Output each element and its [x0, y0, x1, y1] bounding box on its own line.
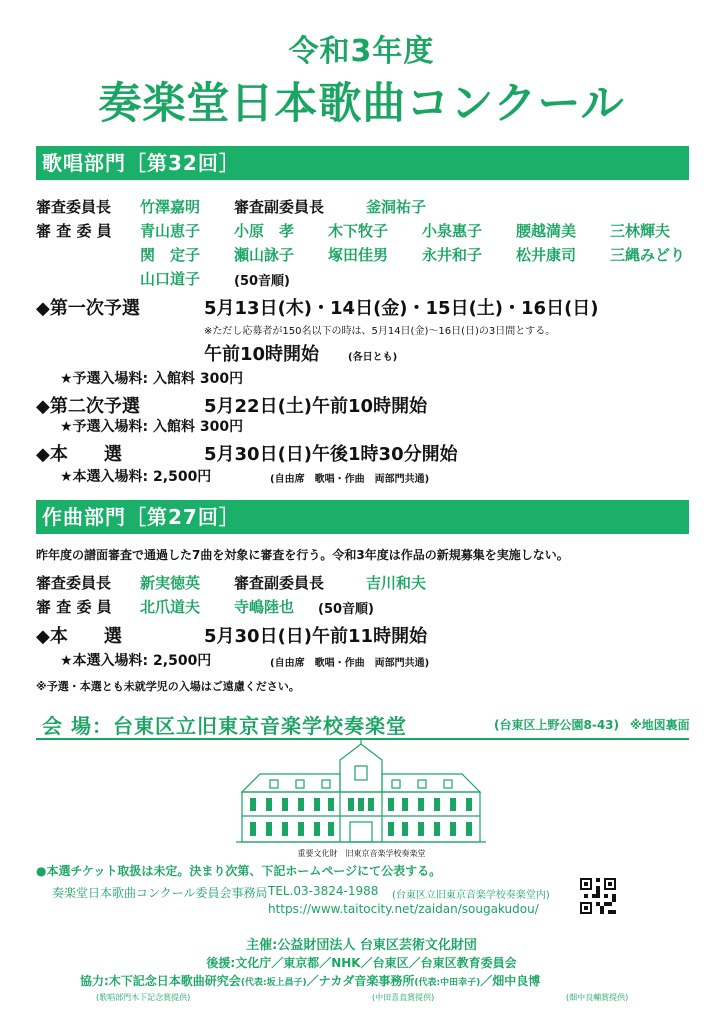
judge-name: 三縄みどり: [610, 246, 686, 264]
judge-name: 山口道子: [140, 270, 201, 288]
comp-final-fee-note: (自由席 歌唱・作曲 両部門共通): [270, 658, 430, 669]
comp-chair-name: 新実徳英: [140, 574, 201, 592]
judge-name: 瀬山詠子: [234, 246, 295, 264]
comp-chair-label: 審査委員長: [36, 574, 112, 592]
vocal-vice-label: 審査副委員長: [234, 198, 325, 216]
comp-vice-label: 審査副委員長: [234, 574, 325, 592]
judge-name: 寺嶋陸也: [234, 598, 295, 616]
sougakudou-building-illustration: [236, 738, 486, 846]
prize-c: (畑中良輔賞提供): [566, 993, 629, 1002]
judge-name: 関 定子: [140, 246, 201, 264]
host-credit: 主催:公益財団法人 台東区芸術文化財団: [246, 938, 477, 953]
venue-row: [36, 708, 689, 740]
coop-b: ／ナカダ音楽事務所: [306, 974, 415, 988]
round2-fee: ★予選入場料: 入館料 300円: [60, 419, 244, 435]
venue-address: (台東区上野公園8-43): [494, 718, 619, 732]
comp-order-note: (50音順): [318, 602, 374, 617]
composition-intro: 昨年度の譜面審査で通過した7曲を対象に審査を行う。令和3年度は作品の新規募集を実施しない。: [36, 548, 569, 562]
round1-time: 午前10時開始: [204, 344, 320, 365]
judge-name: 塚田佳男: [328, 246, 389, 264]
judge-name: 北爪道夫: [140, 598, 201, 616]
judge-name: 松井康司: [516, 246, 577, 264]
vocal-chair-label: 審査委員長: [36, 198, 112, 216]
prize-b: (中田喜直賞提供): [372, 993, 435, 1002]
comp-members-label: 審 査 委 員: [36, 598, 112, 616]
venue-label: 会 場：台東区立旧東京音楽学校奏楽堂: [42, 714, 407, 738]
vocal-final-date: 5月30日(日)午後1時30分開始: [204, 444, 458, 465]
round1-note: ※ただし応募者が150名以下の時は、5月14日(金)～16日(日)の3日間とする。: [204, 326, 556, 337]
round1-dates: 5月13日(木)・14日(金)・15日(土)・16日(日): [204, 298, 599, 319]
vocal-order-note: (50音順): [234, 274, 290, 289]
comp-final-label: ◆本 選: [36, 626, 122, 647]
judge-name: 青山恵子: [140, 222, 201, 240]
round2-date: 5月22日(土)午前10時開始: [204, 396, 428, 417]
building-caption: 重要文化財 旧東京音楽学校奏楽堂: [297, 849, 426, 858]
coop-b-rep: (代表:中田幸子): [414, 978, 481, 988]
vocal-final-label: ◆本 選: [36, 444, 122, 465]
support-credit: 後援:文化庁／東京都／NHK／台東区／台東区教育委員会: [206, 956, 517, 970]
map-note: ※地図裏面: [630, 718, 690, 732]
judge-name: 三林輝夫: [610, 222, 671, 240]
coop-a: 協力:木下記念日本歌曲研究会: [80, 974, 241, 988]
round1-fee: ★予選入場料: 入館料 300円: [60, 371, 244, 387]
vocal-final-fee-note: (自由席 歌唱・作曲 両部門共通): [270, 474, 430, 485]
comp-final-date: 5月30日(日)午前11時開始: [204, 626, 428, 647]
coop-a-rep: (代表:坂上昌子): [240, 978, 307, 988]
vocal-members-label: 審 査 委 員: [36, 222, 112, 240]
qr-code-icon: [580, 878, 616, 914]
website-url[interactable]: https://www.taitocity.net/zaidan/sougakudou/: [268, 902, 539, 916]
coop-credit: [80, 972, 540, 989]
prize-a: (歌唱部門木下記念賞提供): [96, 993, 191, 1002]
judge-name: 木下牧子: [328, 222, 389, 240]
office-name: 奏楽堂日本歌曲コンクール委員会事務局: [52, 886, 268, 900]
judge-name: 小原 孝: [234, 222, 295, 240]
judge-name: 腰越満美: [516, 222, 577, 240]
subtitle: 令和3年度: [288, 34, 435, 69]
round2-label: ◆第二次予選: [36, 396, 140, 417]
round1-time-note: (各日とも): [348, 352, 398, 363]
page-title: 奏楽堂日本歌曲コンクール: [98, 79, 625, 129]
coop-c: ／畑中良博: [480, 974, 541, 988]
round1-label: ◆第一次予選: [36, 298, 140, 319]
ticket-info: ●本選チケット取扱は未定。決まり次第、下記ホームページにて公表する。: [36, 864, 442, 878]
office-tel: TEL.03-3824-1988: [268, 884, 379, 898]
office-tel-note: (台東区立旧東京音楽学校奏楽堂内): [392, 890, 550, 901]
comp-vice-name: 吉川和夫: [366, 574, 427, 592]
judge-name: 永井和子: [422, 246, 483, 264]
vocal-section-band: 歌唱部門［第32回］: [36, 146, 689, 180]
vocal-vice-name: 釜洞祐子: [366, 198, 427, 216]
comp-final-fee: ★本選入場料: 2,500円: [60, 653, 212, 669]
judge-name: 小泉惠子: [422, 222, 483, 240]
child-notice: ※予選・本選とも未就学児の入場はご遠慮ください。: [36, 680, 300, 693]
vocal-final-fee: ★本選入場料: 2,500円: [60, 469, 212, 485]
vocal-chair-name: 竹澤嘉明: [140, 198, 201, 216]
composition-section-band: 作曲部門［第27回］: [36, 500, 689, 534]
